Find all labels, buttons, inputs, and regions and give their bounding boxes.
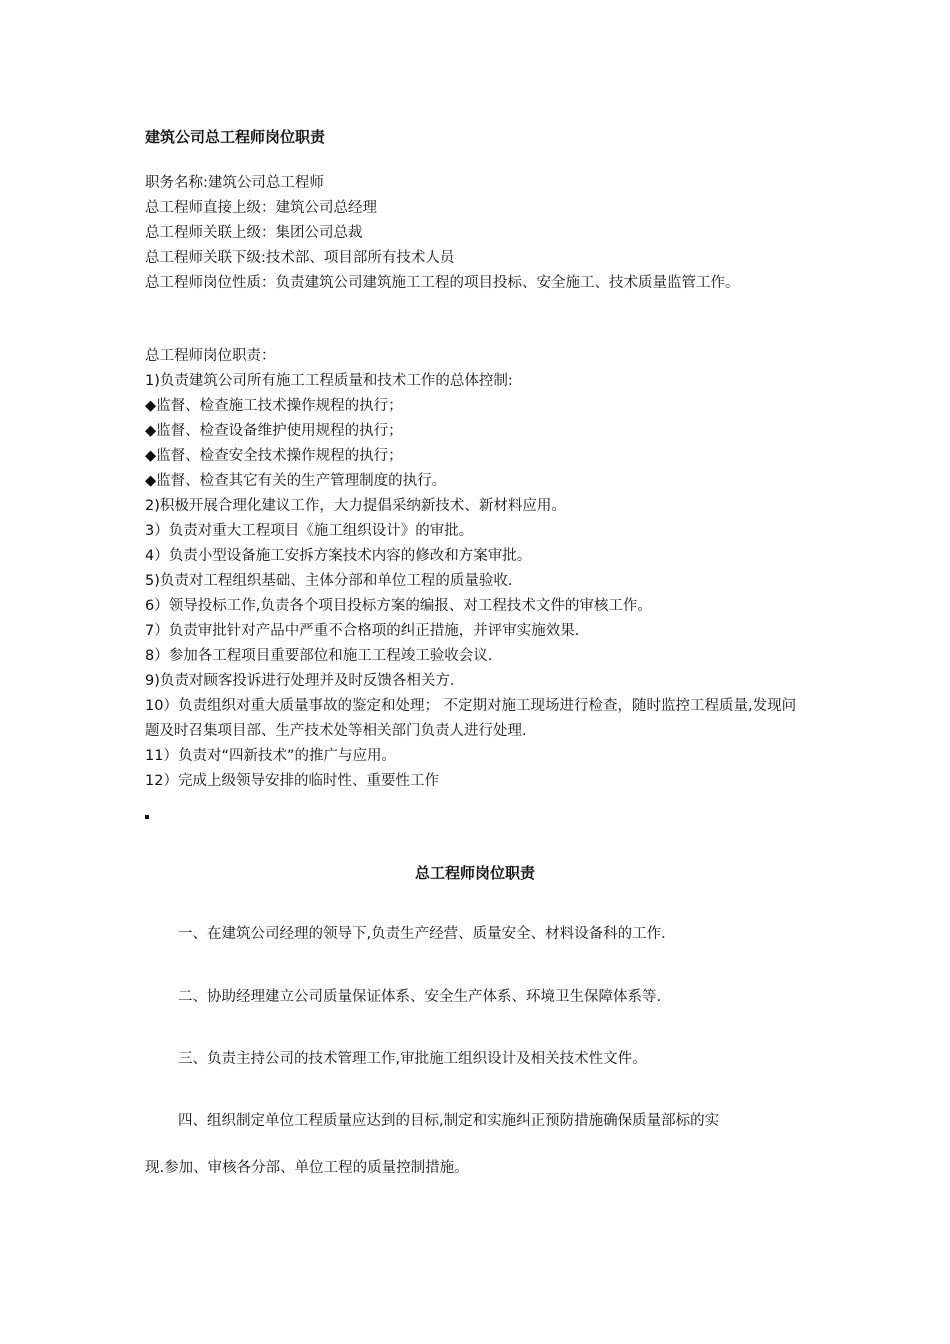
paragraph-text-line-1: 四、组织制定单位工程质量应达到的目标,制定和实施纠正预防措施确保质量部标的实 xyxy=(178,1113,720,1129)
job-title-line: 职务名称:建筑公司总工程师 xyxy=(145,175,324,191)
list-item: 11）负责对“四新技术”的推广与应用。 xyxy=(145,748,396,764)
list-item: 9)负责对顾客投诉进行处理并及时反馈各相关方. xyxy=(145,673,455,689)
related-subordinate-line: 总工程师关联下级:技术部、项目部所有技术人员 xyxy=(145,250,455,266)
paragraph-2 xyxy=(145,986,810,1008)
list-item: 12）完成上级领导安排的临时性、重要性工作 xyxy=(145,773,439,789)
list-item: 7）负责审批针对产品中严重不合格项的纠正措施，并评审实施效果. xyxy=(145,623,580,639)
related-superior-line: 总工程师关联上级：集团公司总裁 xyxy=(145,225,363,241)
paragraph-3 xyxy=(145,1048,810,1070)
section-title: 总工程师岗位职责 xyxy=(414,864,535,882)
list-item: ◆监督、检查施工技术操作规程的执行； xyxy=(145,398,403,414)
job-nature-paragraph: 总工程师岗位性质：负责建筑公司建筑施工工程的项目投标、安全施工、技术质量监管工作。 xyxy=(145,275,740,291)
paragraph-text-line-2: 现.参加、审核各分部、单位工程的质量控制措施。 xyxy=(145,1160,469,1176)
list-item: ◆监督、检查安全技术操作规程的执行； xyxy=(145,448,403,464)
list-item: 10）负责组织对重大质量事故的鉴定和处理； 不定期对施工现场进行检查，随时监控工程质量,发现问题及时召集项目部、生产技术处等相关部门负责人进行处理. xyxy=(145,698,797,739)
document-title: 建筑公司总工程师岗位职责 xyxy=(145,128,326,146)
list-item: 1)负责建筑公司所有施工工程质量和技术工作的总体控制: xyxy=(145,373,513,389)
list-item: ◆监督、检查设备维护使用规程的执行； xyxy=(145,423,403,439)
paragraph-text: 二、协助经理建立公司质量保证体系、安全生产体系、环境卫生保障体系等. xyxy=(178,989,662,1005)
list-item: 2)积极开展合理化建议工作，大力提倡采纳新技术、新材料应用。 xyxy=(145,498,566,514)
bullet-dot xyxy=(145,815,149,819)
paragraph-1 xyxy=(145,923,810,945)
list-item: 3）负责对重大工程项目《施工组织设计》的审批。 xyxy=(145,523,474,539)
job-info-block xyxy=(145,171,810,296)
list-item: 6）领导投标工作,负责各个项目投标方案的编报、对工程技术文件的审核工作。 xyxy=(145,598,652,614)
direct-superior-line: 总工程师直接上级：建筑公司总经理 xyxy=(145,200,377,216)
duties-list xyxy=(145,344,810,794)
duties-heading: 总工程师岗位职责： xyxy=(145,348,276,364)
paragraph-text: 一、在建筑公司经理的领导下,负责生产经营、质量安全、材料设备科的工作. xyxy=(178,926,666,942)
paragraph-text: 三、负责主持公司的技术管理工作,审批施工组织设计及相关技术性文件。 xyxy=(178,1051,647,1067)
list-item: 8）参加各工程项目重要部位和施工工程竣工验收会议. xyxy=(145,648,493,664)
list-item: ◆监督、检查其它有关的生产管理制度的执行。 xyxy=(145,473,447,489)
list-item: 5)负责对工程组织基础、主体分部和单位工程的质量验收. xyxy=(145,573,513,589)
list-item: 4）负责小型设备施工安拆方案技术内容的修改和方案审批。 xyxy=(145,548,532,564)
paragraph-4 xyxy=(145,1110,810,1179)
